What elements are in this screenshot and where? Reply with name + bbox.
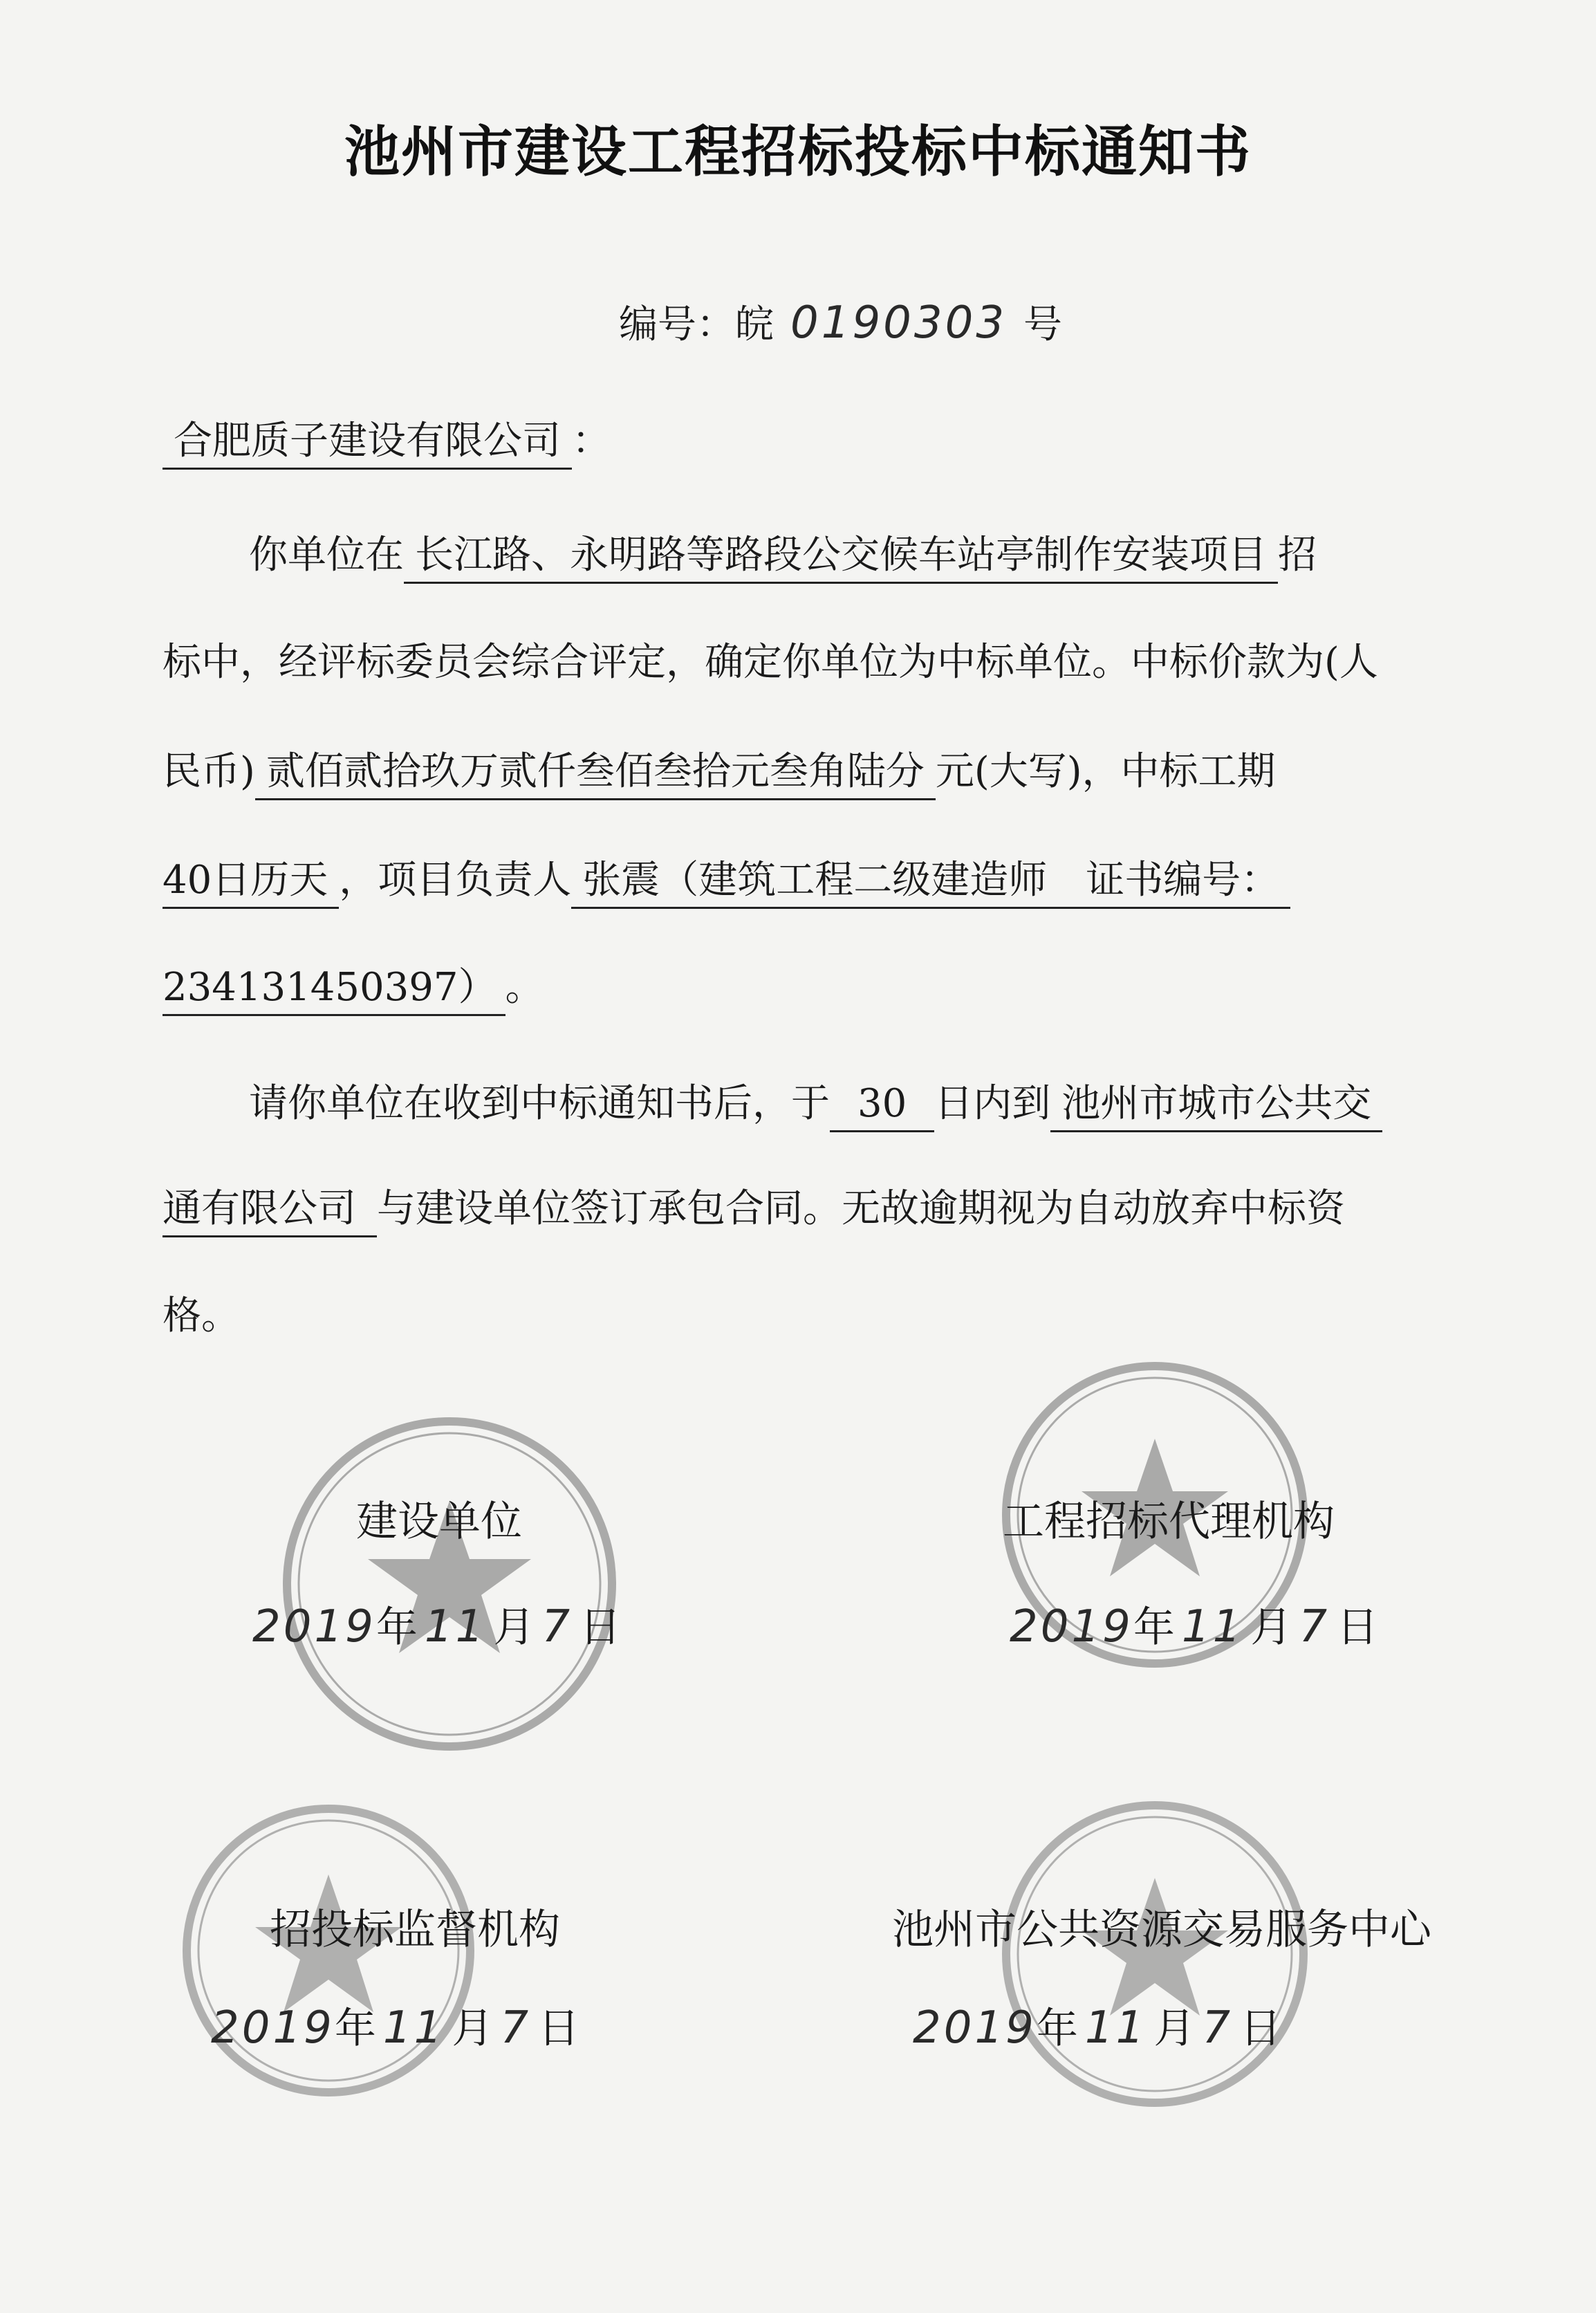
number-value: 0190303 xyxy=(790,297,1008,349)
sig-ri: 日 xyxy=(579,1603,622,1652)
para2-text-b: 日内到 xyxy=(934,1081,1051,1126)
para2-text-a: 请你单位在收到中标通知书后，于 xyxy=(249,1081,830,1126)
sig-yue: 月 xyxy=(1153,2005,1196,2053)
para1-line4 xyxy=(163,858,1290,903)
number-suffix: 号 xyxy=(1023,302,1063,347)
project-manager: 张震（建筑工程二级建造师 证书编号： xyxy=(571,858,1290,909)
certificate-number: 234131450397） xyxy=(163,965,505,1016)
sig-day: 7 xyxy=(500,2002,532,2054)
sig-day: 7 xyxy=(1202,2002,1234,2054)
sig-nian: 年 xyxy=(375,1603,418,1652)
sig-date-construction xyxy=(252,1601,622,1652)
contract-place-b: 通有限公司 xyxy=(163,1186,377,1237)
sig-nian: 年 xyxy=(1036,2005,1078,2053)
para1-line2: 标中，经评标委员会综合评定，确定你单位为中标单位。中标价款为(人 xyxy=(163,640,1378,685)
para1-text-d: 元(大写)，中标工期 xyxy=(935,749,1276,794)
sig-nian: 年 xyxy=(334,2005,376,2053)
para2-line2 xyxy=(163,1186,1345,1231)
sig-label-agency: 工程招标代理机构 xyxy=(1003,1498,1335,1546)
document-title: 池州市建设工程招标投标中标通知书 xyxy=(344,120,1252,184)
stamp-construction-unit xyxy=(277,1411,622,1757)
sig-day: 7 xyxy=(1299,1601,1330,1652)
sig-date-agency xyxy=(1010,1601,1379,1652)
sig-year: 2019 xyxy=(1010,1601,1133,1652)
para1-line5 xyxy=(163,965,544,1010)
para1-line3 xyxy=(163,749,1276,794)
sig-month: 11 xyxy=(424,1601,487,1652)
stamp-trading-center xyxy=(996,1795,1314,2113)
para1-line1 xyxy=(249,533,1317,578)
sig-ri: 日 xyxy=(1337,1603,1379,1652)
sig-ri: 日 xyxy=(538,2005,580,2053)
para1-text-c: 民币) xyxy=(163,749,255,794)
sig-year: 2019 xyxy=(252,1601,376,1652)
para1-text-e: ，项目负责人 xyxy=(339,858,572,903)
sig-month: 11 xyxy=(1181,1601,1244,1652)
sig-year: 2019 xyxy=(913,2002,1037,2054)
document-number xyxy=(619,297,1063,349)
recipient-name: 合肥质子建设有限公司 xyxy=(163,418,572,470)
sig-month: 11 xyxy=(1084,2002,1147,2054)
sig-date-trading-center xyxy=(913,2002,1282,2054)
sig-label-trading-center: 池州市公共资源交易服务中心 xyxy=(892,1906,1431,1954)
para2-line1 xyxy=(249,1081,1382,1126)
para1-period: 。 xyxy=(505,965,544,1010)
recipient-line xyxy=(163,418,611,463)
sig-nian: 年 xyxy=(1133,1603,1175,1652)
sig-ri: 日 xyxy=(1240,2005,1282,2053)
recipient-colon: ： xyxy=(572,418,611,463)
winning-price: 贰佰贰拾玖万贰仟叁佰叁拾元叁角陆分 xyxy=(255,749,936,800)
number-prefix: 编号：皖 xyxy=(619,302,774,347)
project-name: 长江路、永明路等路段公交候车站亭制作安装项目 xyxy=(404,533,1278,584)
sign-days: 30 xyxy=(830,1081,934,1132)
para1-text-a: 你单位在 xyxy=(249,533,404,578)
sig-month: 11 xyxy=(382,2002,445,2054)
sig-date-supervision xyxy=(211,2002,580,2054)
sig-label-supervision: 招投标监督机构 xyxy=(270,1906,560,1954)
para2-line3: 格。 xyxy=(163,1293,240,1338)
sig-yue: 月 xyxy=(452,2005,494,2053)
sig-day: 7 xyxy=(541,1601,573,1652)
para2-text-c: 与建设单位签订承包合同。无故逾期视为自动放弃中标资 xyxy=(377,1186,1345,1231)
sig-yue: 月 xyxy=(1250,1603,1292,1652)
para1-text-b: 招 xyxy=(1278,533,1317,578)
sig-label-construction: 建设单位 xyxy=(356,1498,522,1546)
sig-yue: 月 xyxy=(493,1603,535,1652)
sig-year: 2019 xyxy=(211,2002,335,2054)
construction-period: 40日历天 xyxy=(163,858,339,909)
contract-place-a: 池州市城市公共交 xyxy=(1050,1081,1382,1132)
